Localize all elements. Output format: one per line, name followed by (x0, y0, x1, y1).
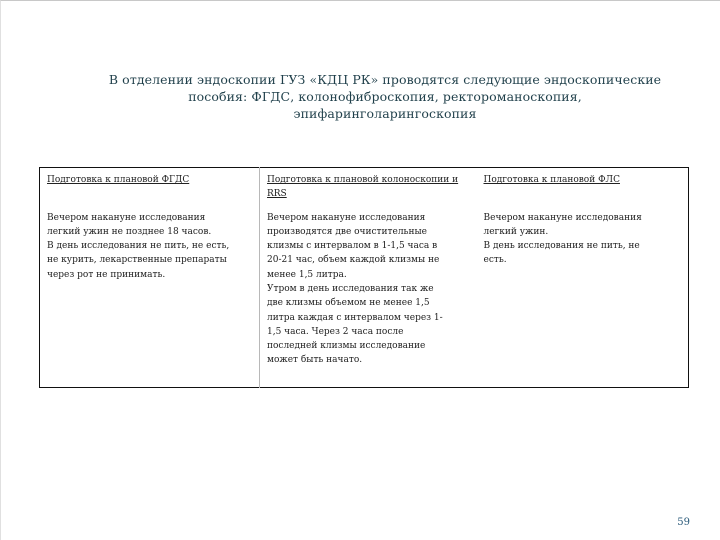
instruction-line: легкий ужин не позднее 18 часов. (47, 226, 212, 237)
header-fgds-label: Подготовка к плановой ФГДС (47, 175, 190, 185)
table-header-row (40, 168, 689, 204)
header-colonoscopy-label: Подготовка к плановой колоноскопии и RRS (267, 175, 459, 200)
slide-title-line: В отделении эндоскопии ГУЗ «КДЦ РК» проводятся следующие эндоскопические (108, 72, 662, 87)
instruction-line: легкий ужин. (483, 226, 549, 237)
instruction-line: через рот не принимать. (47, 269, 166, 280)
slide-title-line: эпифаринголарингоскопия (293, 106, 477, 121)
instruction-line: 20-21 час, объем каждой клизмы не (267, 255, 440, 266)
header-fls-label: Подготовка к плановой ФЛС (483, 175, 620, 185)
table-header-cell-fgds (40, 168, 260, 204)
colonoscopy-instructions-text (267, 211, 473, 368)
instruction-line: может быть начато. (267, 355, 363, 366)
instruction-line: последней клизмы исследование (267, 341, 426, 352)
instruction-line: менее 1,5 литра. (267, 269, 347, 280)
instruction-line: не курить, лекарственные препараты (47, 255, 227, 266)
instruction-line: производятся две очистительные (267, 226, 427, 237)
table-cell-colonoscopy-instructions (260, 204, 477, 388)
preparation-table (39, 167, 689, 388)
table-cell-fls-instructions (477, 204, 689, 388)
page-number: 59 (677, 517, 690, 528)
instruction-line: две клизмы объемом не менее 1,5 (267, 298, 430, 309)
instruction-line: есть. (483, 255, 507, 266)
instruction-line: В день исследования не пить, не есть, (47, 241, 230, 252)
instruction-line: Вечером накануне исследования (47, 212, 206, 223)
instruction-line: Утром в день исследования так же (267, 283, 434, 294)
table-header-cell-colonoscopy (260, 168, 477, 204)
instruction-line: Вечером накануне исследования (483, 212, 642, 223)
slide-title (60, 71, 710, 122)
table-body-row (40, 204, 689, 388)
instruction-line: клизмы с интервалом в 1-1,5 часа в (267, 241, 438, 252)
table-cell-fgds-instructions (40, 204, 260, 388)
instruction-line: Вечером накануне исследования (267, 212, 426, 223)
fls-instructions-text (484, 211, 685, 268)
instruction-line: литра каждая с интервалом через 1- (267, 312, 443, 323)
table-header-cell-fls (477, 168, 689, 204)
slide-title-line: пособия: ФГДС, колонофиброскопия, ректороманоскопия, (188, 89, 582, 104)
fgds-instructions-text (47, 211, 255, 282)
instruction-line: 1,5 часа. Через 2 часа после (267, 326, 404, 337)
instruction-line: В день исследования не пить, не (483, 241, 640, 252)
